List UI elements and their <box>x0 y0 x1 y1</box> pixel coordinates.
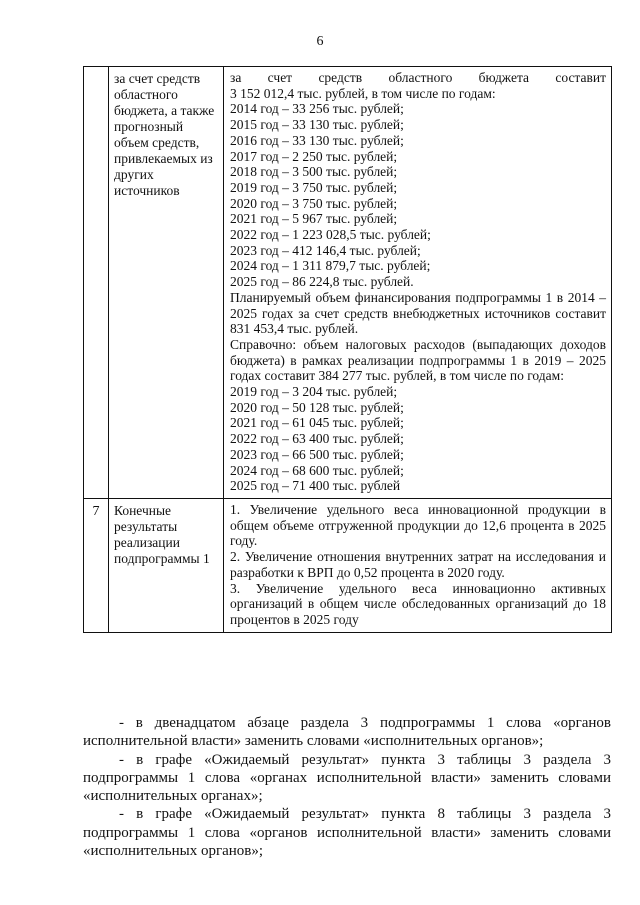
row-number-cell <box>84 67 109 499</box>
list-item: 2020 год – 50 128 тыс. рублей; <box>230 399 404 415</box>
budget-years-list <box>230 101 606 289</box>
list-item: 2024 год – 1 311 879,7 тыс. рублей; <box>230 258 431 274</box>
amendment-paragraph: - в графе «Ожидаемый результат» пункта 3 таблицы 3 раздела 3 подпрограммы 1 слова «органах исполнительной власти» заменить словами «исполнительных органах»; <box>83 751 611 805</box>
list-item: 2022 год – 1 223 028,5 тыс. рублей; <box>230 227 431 243</box>
financing-content <box>224 67 612 499</box>
amendment-paragraph: - в графе «Ожидаемый результат» пункта 8 таблицы 3 раздела 3 подпрограммы 1 слова «органов исполнительной власти» заменить словами «исполнительных органов»; <box>83 806 611 860</box>
list-item: 2021 год – 5 967 тыс. рублей; <box>230 211 398 227</box>
list-item: 2024 год – 68 600 тыс. рублей; <box>230 462 404 478</box>
results-content <box>224 498 612 632</box>
financing-intro-line2: 3 152 012,4 тыс. рублей, в том числе по годам: <box>230 85 496 101</box>
list-item: 2019 год – 3 204 тыс. рублей; <box>230 384 398 400</box>
planned-financing-text: Планируемый объем финансирования подпрограммы 1 в 2014 – 2025 годах за счет средств внебюджетных источников составит 831 453,4 тыс. рублей. <box>230 289 606 337</box>
table-row-results <box>84 498 612 632</box>
list-item: 2019 год – 3 750 тыс. рублей; <box>230 179 398 195</box>
result-item: 1. Увеличение удельного веса инновационной продукции в общем объеме отгруженной продукции до 12,6 процента в 2025 году. <box>230 501 606 549</box>
list-item: 2023 год – 66 500 тыс. рублей; <box>230 446 404 462</box>
list-item: 2015 год – 33 130 тыс. рублей; <box>230 117 404 133</box>
list-item: 2017 год – 2 250 тыс. рублей; <box>230 148 398 164</box>
tax-reference-text: Справочно: объем налоговых расходов (выпадающих доходов бюджета) в рамках реализации подпрограммы 1 в 2019 – 2025 годах составит 384 277 тыс. рублей, в том числе по годам: <box>230 336 606 384</box>
tax-years-list <box>230 384 606 494</box>
list-item: 2018 год – 3 500 тыс. рублей; <box>230 164 398 180</box>
result-item: 3. Увеличение удельного веса инновационно активных организаций в общем числе обследованных организаций до 18 процентов в 2025 году <box>230 580 606 627</box>
list-item: 2023 год – 412 146,4 тыс. рублей; <box>230 242 421 258</box>
list-item: 2014 год – 33 256 тыс. рублей; <box>230 101 404 117</box>
list-item: 2025 год – 71 400 тыс. рублей <box>230 478 401 494</box>
list-item: 2016 год – 33 130 тыс. рублей; <box>230 132 404 148</box>
row-label-results: Конечные результаты реализации подпрограммы 1 <box>109 498 224 632</box>
table-row-financing <box>84 67 612 499</box>
list-item: 2022 год – 63 400 тыс. рублей; <box>230 431 404 447</box>
result-item: 2. Увеличение отношения внутренних затрат на исследования и разработки к ВРП до 0,52 процента в 2020 году. <box>230 549 606 580</box>
row-label-financing: за счет средств областного бюджета, а также прогнозный объем средств, привлекаемых из других источников <box>109 67 224 499</box>
amendment-paragraph: - в двенадцатом абзаце раздела 3 подпрограммы 1 слова «органов исполнительной власти» заменить словами «исполнительных органов»; <box>83 715 611 750</box>
row-number-cell: 7 <box>84 498 109 632</box>
list-item: 2025 год – 86 224,8 тыс. рублей. <box>230 274 414 290</box>
list-item: 2021 год – 61 045 тыс. рублей; <box>230 415 404 431</box>
amendment-paragraphs <box>83 714 611 860</box>
passport-table <box>83 66 612 633</box>
list-item: 2020 год – 3 750 тыс. рублей; <box>230 195 398 211</box>
page-number: 6 <box>316 34 324 49</box>
financing-intro-line1: за счет средств областного бюджета составит <box>230 70 606 85</box>
